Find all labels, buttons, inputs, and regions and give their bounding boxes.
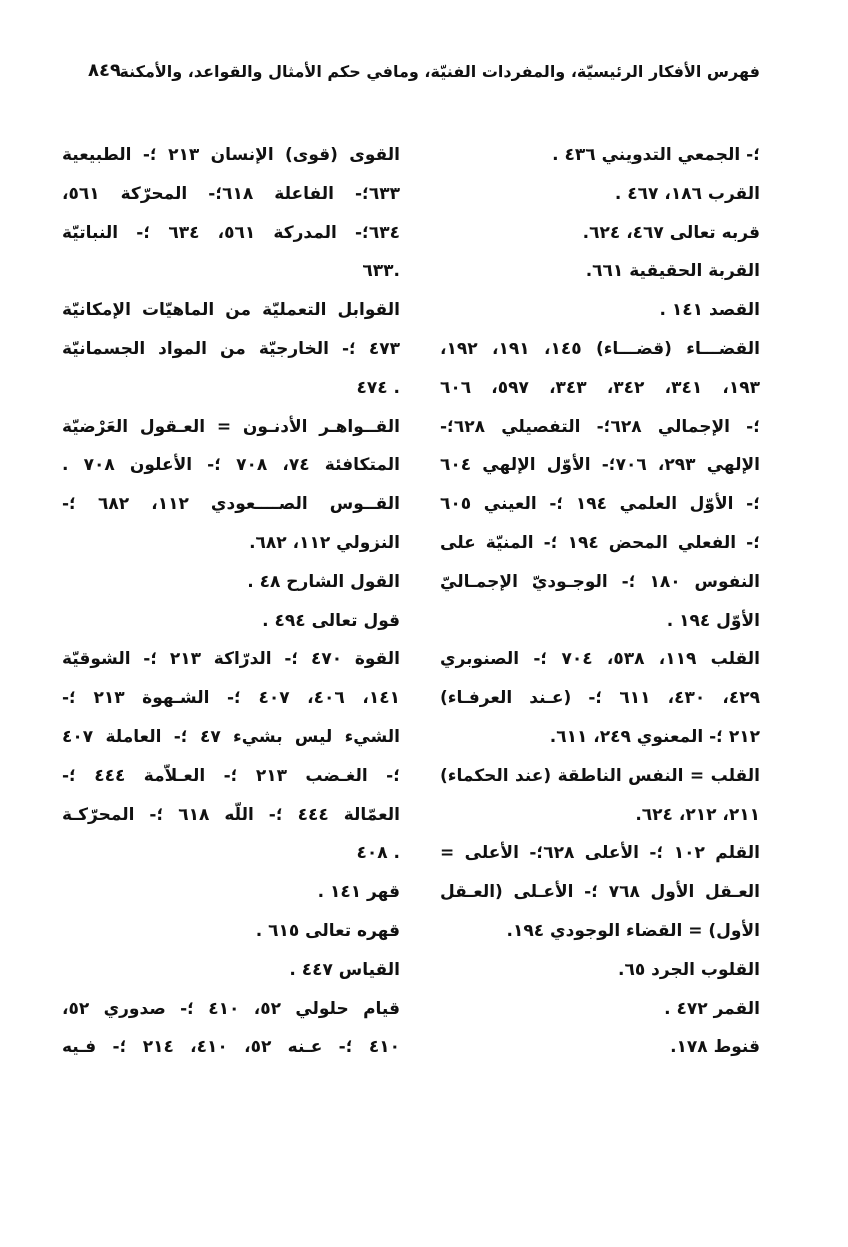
index-entry-line: القضـــاء (قضـــاء) ١٤٥، ١٩١، ١٩٢، bbox=[440, 338, 760, 359]
index-entry-line: ٤١٠ ؛- عـنه ٥٢، ٤١٠، ٢١٤ ؛- فـيه bbox=[62, 1037, 400, 1058]
index-entry-line: ٤٧٣ ؛- الخارجيّة من المواد الجسمانيّة bbox=[62, 338, 400, 359]
index-entry-line: القول الشارح ٤٨ . bbox=[247, 571, 400, 592]
index-entry-line: القمر ٤٧٢ . bbox=[664, 998, 760, 1019]
index-entry-line: الأوّل ١٩٤ . bbox=[666, 610, 760, 631]
index-entry-line: ٤٢٩، ٤٣٠، ٦١١ ؛- (عـند العرفـاء) bbox=[440, 688, 760, 709]
index-entry-line: ٦٣٣؛- الفاعلة ٦١٨؛- المحرّكة ٥٦١، bbox=[62, 183, 400, 204]
index-entry-line: ؛- الغـضب ٢١٣ ؛- العـلاّمة ٤٤٤ ؛- bbox=[62, 765, 400, 786]
index-entry-line: القوى (قوى) الإنسان ٢١٣ ؛- الطبيعية bbox=[62, 145, 400, 165]
index-entry-line: قول تعالى ٤٩٤ . bbox=[262, 610, 400, 631]
index-entry-line: القلب ١١٩، ٥٣٨، ٧٠٤ ؛- الصنوبري bbox=[440, 649, 760, 670]
index-entry-line: ؛- الجمعي التدويني ٤٣٦ . bbox=[552, 145, 760, 165]
index-entry-line: ١٩٣، ٣٤١، ٣٤٢، ٣٤٣، ٥٩٧، ٦٠٦ bbox=[440, 377, 760, 398]
index-entry-line: القياس ٤٤٧ . bbox=[289, 959, 400, 980]
index-column-left bbox=[62, 136, 400, 1067]
index-entry-line: .٦٣٣ bbox=[362, 261, 400, 282]
index-entry-line: قنوط ١٧٨. bbox=[670, 1037, 760, 1058]
index-entry-line: القوة ٤٧٠ ؛- الدرّاكة ٢١٣ ؛- الشوقيّة bbox=[62, 649, 400, 670]
index-entry-line: النفوس ١٨٠ ؛- الوجـوديّ الإجمـاليّ bbox=[440, 571, 760, 592]
index-entry-line: القلم ١٠٢ ؛- الأعلى ٦٢٨؛- الأعلى = bbox=[440, 843, 760, 864]
index-entry-line: ؛- الفعلي المحض ١٩٤ ؛- المنيّة على bbox=[440, 532, 760, 553]
index-entry-line: الشيء ليس بشيء ٤٧ ؛- العاملة ٤٠٧ bbox=[62, 726, 400, 747]
index-entry-line: قهره تعالى ٦١٥ . bbox=[255, 920, 400, 941]
header-title: فهرس الأفكار الرئيسيّة، والمفردات الفنيّة، ومافي حكم الأمثال والقواعد، والأمكنة bbox=[119, 62, 760, 81]
index-entry-line: ٢١٢ ؛- المعنوي ٢٤٩، ٦١١. bbox=[549, 726, 760, 747]
index-entry-line: . ٤٧٤ bbox=[356, 377, 400, 398]
index-entry-line: القوابل التعمليّة من الماهيّات الإمكانيّة bbox=[62, 300, 400, 321]
index-entry-line: القصد ١٤١ . bbox=[659, 300, 760, 321]
page-number: ٨٤٩ bbox=[88, 60, 121, 81]
index-entry-line: القــواهـر الأدنـون = العـقول العَرْضيّة bbox=[62, 416, 400, 437]
index-entry-line: ٦٣٤؛- المدركة ٥٦١، ٦٣٤ ؛- النباتيّة bbox=[62, 222, 400, 243]
running-header bbox=[88, 60, 760, 92]
index-column-right bbox=[440, 136, 760, 1067]
index-entry-line: العمّالة ٤٤٤ ؛- اللّه ٦١٨ ؛- المحرّكـة bbox=[62, 804, 400, 825]
index-entry-line: القلوب الجرد ٦٥. bbox=[618, 959, 760, 980]
index-entry-line: . ٤٠٨ bbox=[356, 843, 400, 864]
index-entry-line: العـقل الأول ٧٦٨ ؛- الأعـلى (العـقل bbox=[440, 882, 760, 903]
index-entry-line: قيام حلولي ٥٢، ٤١٠ ؛- صدوري ٥٢، bbox=[62, 998, 400, 1019]
index-entry-line: المتكافئة ٧٤، ٧٠٨ ؛- الأعلون ٧٠٨ . bbox=[62, 455, 400, 476]
index-entry-line: القــوس الصــــعودي ١١٢، ٦٨٢ ؛- bbox=[62, 494, 400, 515]
index-entry-line: النزولي ١١٢، ٦٨٢. bbox=[249, 532, 400, 553]
index-entry-line: ؛- الإجمالي ٦٢٨؛- التفصيلي ٦٢٨؛- bbox=[440, 416, 760, 437]
index-entry-line: قربه تعالى ٤٦٧، ٦٢٤. bbox=[582, 222, 760, 243]
index-entry-line: القربة الحقيقية ٦٦١. bbox=[585, 261, 760, 282]
index-entry-line: ١٤١، ٤٠٦، ٤٠٧ ؛- الشـهوة ٢١٣ ؛- bbox=[62, 688, 400, 709]
index-entry-line: قهر ١٤١ . bbox=[317, 882, 400, 903]
index-entry-line: القرب ١٨٦، ٤٦٧ . bbox=[614, 183, 760, 204]
index-entry-line: القلب = النفس الناطقة (عند الحكماء) bbox=[440, 765, 760, 786]
index-entry-line: ٢١١، ٢١٢، ٦٢٤. bbox=[635, 804, 760, 825]
index-entry-line: الأول) = القضاء الوجودي ١٩٤. bbox=[506, 920, 760, 941]
index-entry-line: الإلهي ٢٩٣، ٧٠٦؛- الأوّل الإلهي ٦٠٤ bbox=[440, 455, 760, 476]
index-entry-line: ؛- الأوّل العلمي ١٩٤ ؛- العيني ٦٠٥ bbox=[440, 494, 760, 515]
